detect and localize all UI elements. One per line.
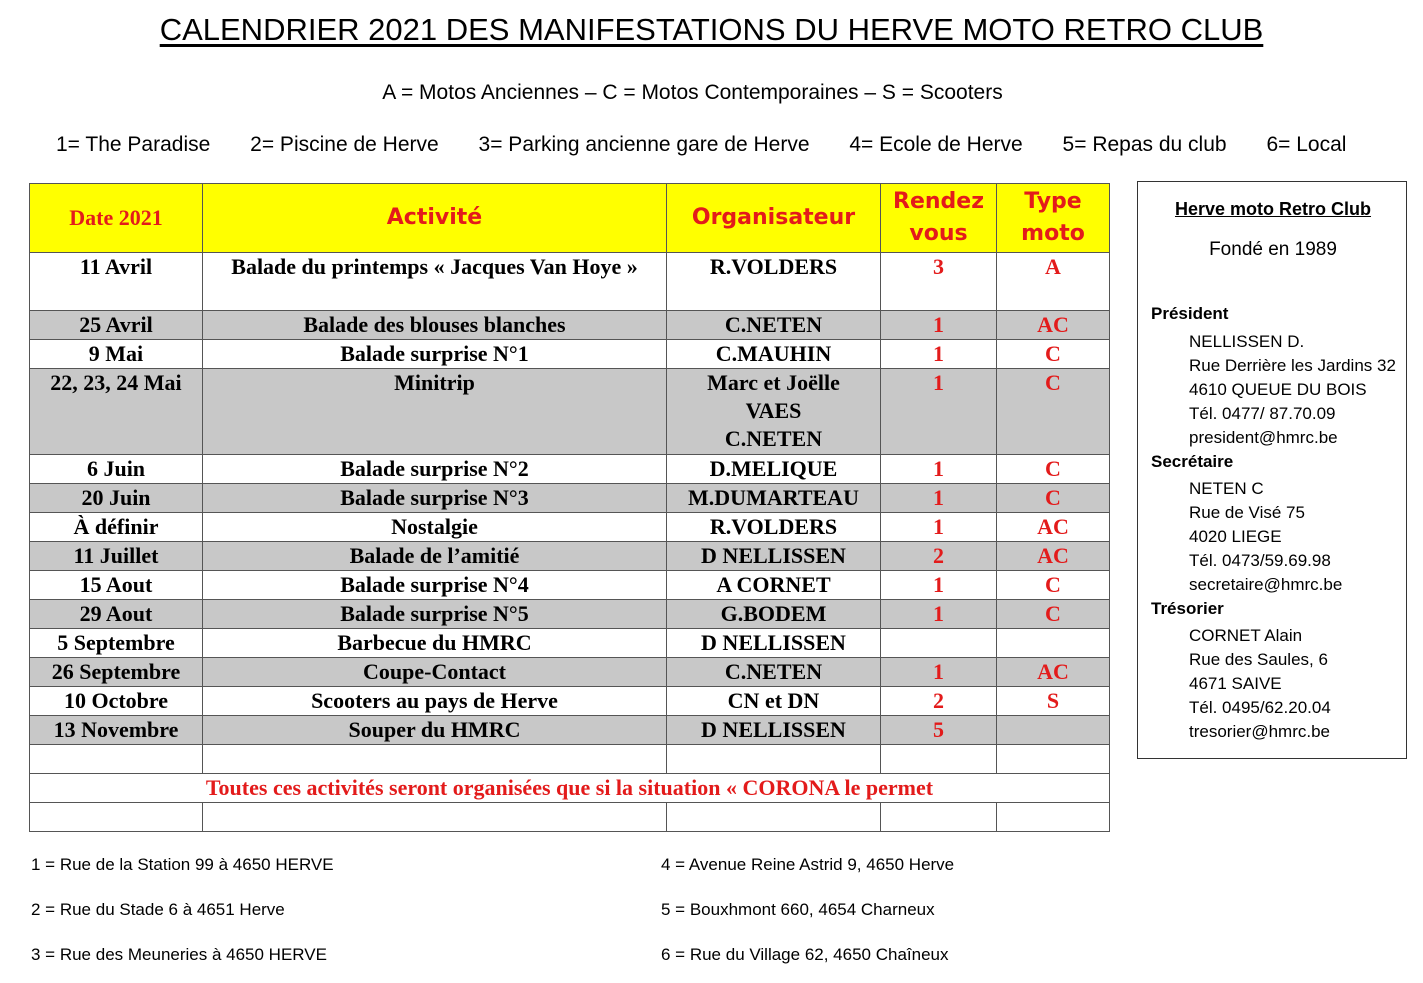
secretary-name: NETEN C xyxy=(1189,479,1264,498)
cell-activity: Nostalgie xyxy=(203,513,667,542)
cell-moto-type: C xyxy=(997,340,1110,369)
empty-cell xyxy=(667,745,881,774)
cell-moto-type xyxy=(997,629,1110,658)
address-2: 2 = Rue du Stade 6 à 4651 Herve xyxy=(31,900,285,919)
empty-cell xyxy=(997,745,1110,774)
cell-organizer xyxy=(667,369,881,455)
table-row xyxy=(30,658,1110,687)
cell-meeting-point: 1 xyxy=(881,369,997,455)
treasurer-email: tresorier@hmrc.be xyxy=(1189,722,1331,741)
cell-meeting-point: 1 xyxy=(881,455,997,484)
empty-cell xyxy=(203,803,667,832)
cell-moto-type: C xyxy=(997,369,1110,455)
header-moto-type xyxy=(997,184,1110,253)
cell-activity: Barbecue du HMRC xyxy=(203,629,667,658)
treasurer-label: Trésorier xyxy=(1151,599,1224,618)
cell-activity: Balade surprise N°1 xyxy=(203,340,667,369)
cell-meeting-point: 1 xyxy=(881,571,997,600)
cell-meeting-point: 3 xyxy=(881,253,997,311)
empty-cell xyxy=(881,745,997,774)
header-meeting-point xyxy=(881,184,997,253)
empty-row xyxy=(30,803,1110,832)
cell-date: À définir xyxy=(30,513,203,542)
table-row xyxy=(30,600,1110,629)
cell-moto-type: AC xyxy=(997,658,1110,687)
cell-activity: Balade surprise N°5 xyxy=(203,600,667,629)
place-legend-item: 5= Repas du club xyxy=(1062,133,1227,156)
cell-meeting-point: 1 xyxy=(881,484,997,513)
place-legend-item: 1= The Paradise xyxy=(56,133,211,156)
events-table xyxy=(29,183,1110,832)
cell-moto-type: A xyxy=(997,253,1110,311)
cell-activity: Balade du printemps « Jacques Van Hoye » xyxy=(203,253,667,311)
cell-organizer: R.VOLDERS xyxy=(667,253,881,311)
cell-moto-type: C xyxy=(997,571,1110,600)
table-row xyxy=(30,687,1110,716)
address-6: 6 = Rue du Village 62, 4650 Chaîneux xyxy=(661,945,949,964)
place-legend-item: 3= Parking ancienne gare de Herve xyxy=(478,133,810,156)
president-phone: Tél. 0477/ 87.70.09 xyxy=(1189,404,1336,423)
cell-activity: Balade surprise N°4 xyxy=(203,571,667,600)
secretary-label: Secrétaire xyxy=(1151,452,1234,471)
cell-organizer: D NELLISSEN xyxy=(667,629,881,658)
cell-activity: Coupe-Contact xyxy=(203,658,667,687)
header-moto-type-line: Type xyxy=(1024,189,1082,214)
cell-date: 6 Juin xyxy=(30,455,203,484)
treasurer-phone: Tél. 0495/62.20.04 xyxy=(1189,698,1331,717)
treasurer-name: CORNET Alain xyxy=(1189,626,1303,645)
meeting-place-legend xyxy=(56,133,1346,157)
club-name: Herve moto Retro Club xyxy=(1174,199,1372,219)
cell-meeting-point: 1 xyxy=(881,340,997,369)
president-email: president@hmrc.be xyxy=(1189,428,1338,447)
cell-organizer: C.MAUHIN xyxy=(667,340,881,369)
place-legend-item: 4= Ecole de Herve xyxy=(849,133,1023,156)
cell-moto-type: C xyxy=(997,455,1110,484)
cell-organizer: D.MELIQUE xyxy=(667,455,881,484)
cell-activity: Scooters au pays de Herve xyxy=(203,687,667,716)
cell-organizer: D NELLISSEN xyxy=(667,716,881,745)
place-legend-item: 6= Local xyxy=(1266,133,1347,156)
cell-date: 25 Avril xyxy=(30,311,203,340)
cell-meeting-point: 1 xyxy=(881,513,997,542)
cell-date: 10 Octobre xyxy=(30,687,203,716)
cell-organizer: M.DUMARTEAU xyxy=(667,484,881,513)
secretary-email: secretaire@hmrc.be xyxy=(1189,575,1343,594)
corona-note: Toutes ces activités seront organisées que si la situation « CORONA le permet xyxy=(30,774,1110,803)
header-organizer: Organisateur xyxy=(667,184,881,253)
header-meeting-point-line: vous xyxy=(909,221,968,246)
cell-activity: Balade surprise N°2 xyxy=(203,455,667,484)
cell-meeting-point xyxy=(881,629,997,658)
empty-cell xyxy=(667,803,881,832)
empty-cell xyxy=(203,745,667,774)
cell-moto-type xyxy=(997,716,1110,745)
president-name: NELLISSEN D. xyxy=(1189,332,1305,351)
empty-cell xyxy=(30,745,203,774)
cell-moto-type: C xyxy=(997,484,1110,513)
president-city: 4610 QUEUE DU BOIS xyxy=(1189,380,1367,399)
page-title: CALENDRIER 2021 DES MANIFESTATIONS DU HERVE MOTO RETRO CLUB xyxy=(159,12,1264,47)
secretary-phone: Tél. 0473/59.69.98 xyxy=(1189,551,1331,570)
organizer-line: VAES xyxy=(745,398,802,423)
table-row xyxy=(30,542,1110,571)
president-street: Rue Derrière les Jardins 32 xyxy=(1189,356,1396,375)
cell-organizer: D NELLISSEN xyxy=(667,542,881,571)
moto-type-legend: A = Motos Anciennes – C = Motos Contemporaines – S = Scooters xyxy=(382,81,1003,104)
cell-date: 20 Juin xyxy=(30,484,203,513)
cell-meeting-point: 1 xyxy=(881,600,997,629)
address-4: 4 = Avenue Reine Astrid 9, 4650 Herve xyxy=(661,855,955,874)
cell-date: 9 Mai xyxy=(30,340,203,369)
club-founded: Fondé en 1989 xyxy=(1209,239,1337,260)
empty-cell xyxy=(30,803,203,832)
address-1: 1 = Rue de la Station 99 à 4650 HERVE xyxy=(31,855,334,874)
table-row xyxy=(30,311,1110,340)
organizer-line: C.NETEN xyxy=(724,426,823,451)
cell-activity: Balade de l’amitié xyxy=(203,542,667,571)
table-header-row xyxy=(30,184,1110,253)
secretary-city: 4020 LIEGE xyxy=(1189,527,1282,546)
address-3: 3 = Rue des Meuneries à 4650 HERVE xyxy=(31,945,327,964)
cell-meeting-point: 2 xyxy=(881,687,997,716)
cell-meeting-point: 2 xyxy=(881,542,997,571)
cell-activity: Balade des blouses blanches xyxy=(203,311,667,340)
treasurer-street: Rue des Saules, 6 xyxy=(1189,650,1328,669)
table-row xyxy=(30,513,1110,542)
header-activity: Activité xyxy=(203,184,667,253)
cell-date: 5 Septembre xyxy=(30,629,203,658)
secretary-street: Rue de Visé 75 xyxy=(1189,503,1305,522)
place-legend-item: 2= Piscine de Herve xyxy=(250,133,439,156)
cell-organizer: R.VOLDERS xyxy=(667,513,881,542)
cell-date: 13 Novembre xyxy=(30,716,203,745)
treasurer-city: 4671 SAIVE xyxy=(1189,674,1282,693)
cell-date: 22, 23, 24 Mai xyxy=(30,369,203,455)
cell-meeting-point: 5 xyxy=(881,716,997,745)
cell-moto-type: S xyxy=(997,687,1110,716)
club-info-box xyxy=(1137,181,1407,759)
cell-moto-type: AC xyxy=(997,542,1110,571)
header-date: Date 2021 xyxy=(30,184,203,253)
cell-activity: Balade surprise N°3 xyxy=(203,484,667,513)
cell-organizer: A CORNET xyxy=(667,571,881,600)
cell-moto-type: AC xyxy=(997,311,1110,340)
table-row xyxy=(30,571,1110,600)
header-moto-type-line: moto xyxy=(1021,221,1085,246)
table-row xyxy=(30,455,1110,484)
cell-moto-type: C xyxy=(997,600,1110,629)
header-meeting-point-line: Rendez xyxy=(893,189,984,214)
empty-row xyxy=(30,745,1110,774)
table-row xyxy=(30,484,1110,513)
empty-cell xyxy=(997,803,1110,832)
table-row xyxy=(30,369,1110,455)
table-row xyxy=(30,716,1110,745)
empty-cell xyxy=(881,803,997,832)
cell-meeting-point: 1 xyxy=(881,311,997,340)
organizer-line: Marc et Joëlle xyxy=(707,370,840,395)
table-row xyxy=(30,340,1110,369)
cell-activity: Minitrip xyxy=(203,369,667,455)
cell-date: 29 Aout xyxy=(30,600,203,629)
cell-activity: Souper du HMRC xyxy=(203,716,667,745)
cell-organizer: C.NETEN xyxy=(667,311,881,340)
cell-date: 11 Juillet xyxy=(30,542,203,571)
cell-organizer: CN et DN xyxy=(667,687,881,716)
cell-date: 15 Aout xyxy=(30,571,203,600)
president-label: Président xyxy=(1151,304,1229,323)
cell-date: 11 Avril xyxy=(30,253,203,311)
cell-date: 26 Septembre xyxy=(30,658,203,687)
cell-moto-type: AC xyxy=(997,513,1110,542)
cell-organizer: G.BODEM xyxy=(667,600,881,629)
table-row xyxy=(30,629,1110,658)
cell-meeting-point: 1 xyxy=(881,658,997,687)
cell-organizer: C.NETEN xyxy=(667,658,881,687)
note-row xyxy=(30,774,1110,803)
address-5: 5 = Bouxhmont 660, 4654 Charneux xyxy=(661,900,935,919)
table-row xyxy=(30,253,1110,311)
